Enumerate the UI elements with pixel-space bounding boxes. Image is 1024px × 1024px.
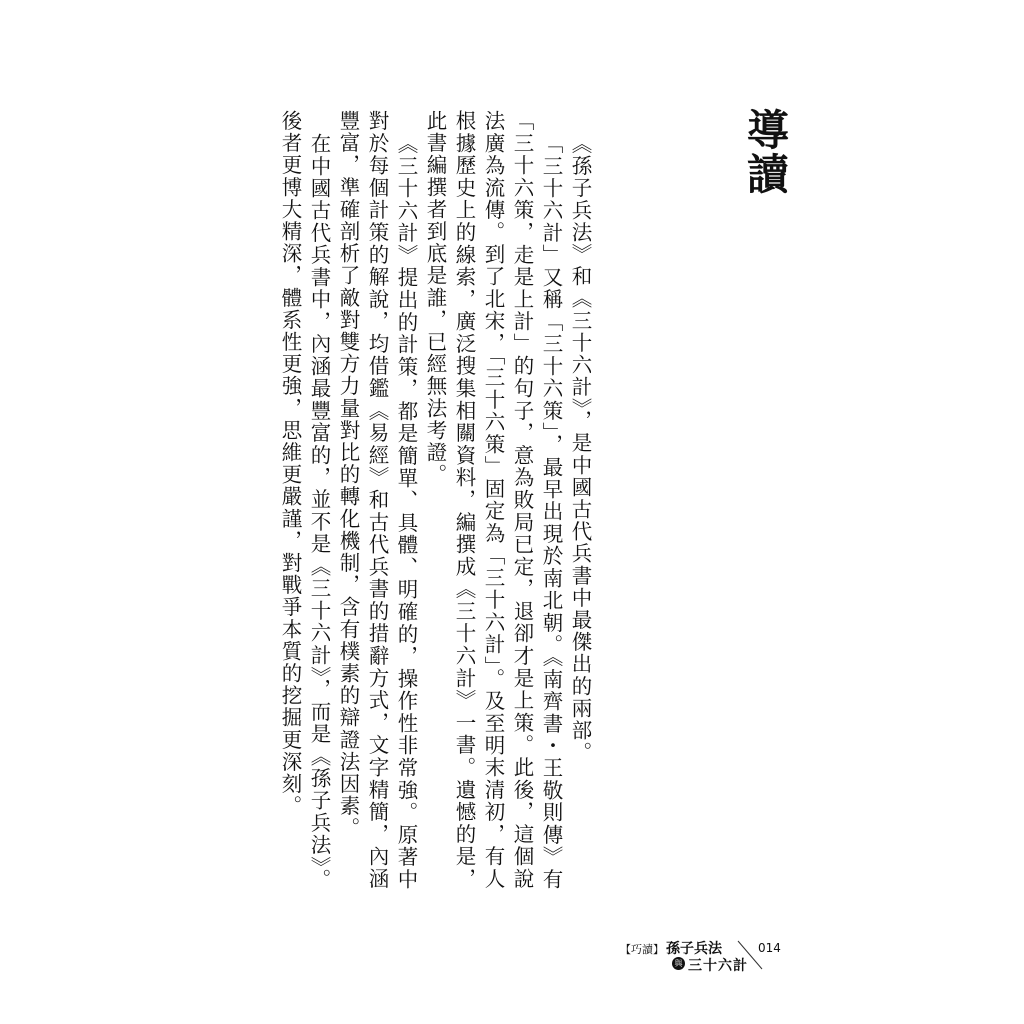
paragraph-2: 「三十六計」又稱「三十六策」，最早出現於南北朝。《南齊書・王敬則傳》有「三十六策，走是上計」的句子，意為敗局已定，退卻才是上策。此後，這個說法廣為流傳。到了北宋，「三十六策」固定為「三十六計」。及至明末清初，有人根據歷史上的線索，廣泛搜集相關資料，編撰成《三十六計》一書。遺憾的是，此書編撰者到底是誰，已經無法考證。 bbox=[423, 110, 563, 890]
page-number: 014 bbox=[758, 941, 781, 955]
page-footer bbox=[600, 937, 800, 977]
paragraph-4: 在中國古代兵書中，內涵最豐富的，並不是《三十六計》，而是《孫子兵法》。後者更博大精深，體系性更強，思維更嚴謹，對戰爭本質的挖掘更深刻。 bbox=[278, 110, 331, 890]
series-label: 【巧讀】 bbox=[620, 943, 664, 956]
paragraph-1: 《孫子兵法》和《三十六計》，是中國古代兵書中最傑出的兩部。 bbox=[568, 132, 592, 764]
section-heading: 導讀 bbox=[741, 108, 790, 196]
paragraph-3: 《三十六計》提出的計策，都是簡單、具體、明確的，操作性非常強。原著中對於每個計策的解說，均借鑑《易經》和古代兵書的措辭方式，文字精簡，內涵豐富，準確剖析了敵對雙方力量對比的轉化機制，含有樸素的辯證法因素。 bbox=[336, 110, 418, 890]
book-title-part-b: 三十六計 bbox=[688, 958, 748, 974]
body-text bbox=[254, 110, 594, 890]
connector-badge: 與 bbox=[672, 957, 685, 970]
book-title-part-a: 孫子兵法 bbox=[666, 941, 722, 957]
